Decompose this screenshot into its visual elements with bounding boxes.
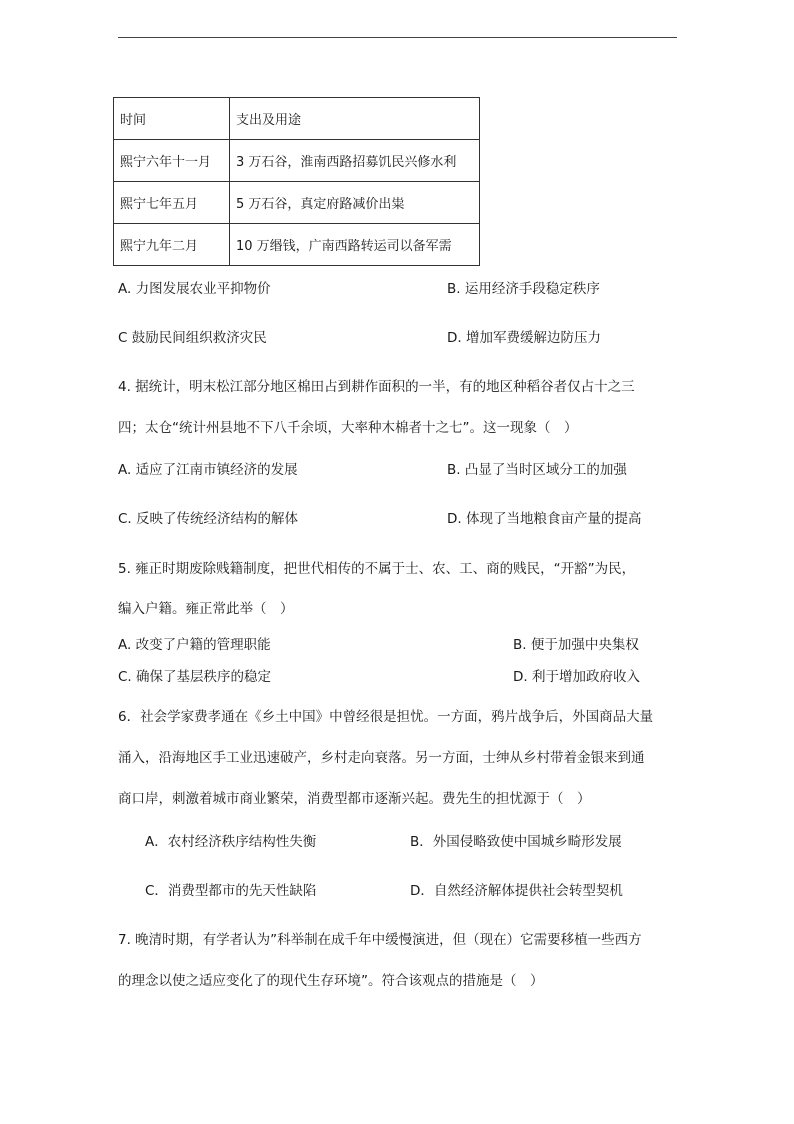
q5-stem-line-1: 5. 雍正时期废除贱籍制度，把世代相传的不属于士、农、工、商的贱民，“开豁”为民， [118, 561, 636, 577]
expense-table [113, 97, 480, 266]
q6-stem-line-1: 6．社会学家费孝通在《乡土中国》中曾经很是担忧。一方面，鸦片战争后，外国商品大量 [118, 709, 654, 725]
q6-option-b: B．外国侵略致使中国城乡畸形发展 [410, 834, 622, 850]
q5-option-b: B. 便于加强中央集权 [513, 637, 639, 653]
table-header-row [114, 98, 480, 140]
table-row [114, 224, 480, 266]
table-cell: 熙宁六年十一月 [114, 140, 230, 182]
q6-option-c: C．消费型都市的先天性缺陷 [145, 883, 317, 899]
q5-option-c: C. 确保了基层秩序的稳定 [118, 669, 272, 685]
q4-stem-line-1: 4. 据统计，明末松江部分地区棉田占到耕作面积的一半，有的地区种稻谷者仅占十之三 [118, 379, 635, 395]
q6-option-a: A．农村经济秩序结构性失衡 [145, 834, 317, 850]
table-cell: 3 万石谷，淮南西路招募饥民兴修水利 [230, 140, 480, 182]
q5-option-d: D. 利于增加政府收入 [513, 669, 640, 685]
q3-option-d: D. 增加军费缓解边防压力 [447, 330, 601, 346]
q3-option-a: A. 力图发展农业平抑物价 [118, 281, 271, 297]
q6-option-d: D．自然经济解体提供社会转型契机 [410, 883, 623, 899]
q4-option-a: A. 适应了江南市镇经济的发展 [118, 462, 298, 478]
q4-option-d: D. 体现了当地粮食亩产量的提高 [447, 511, 642, 527]
table-header-cell: 时间 [114, 98, 230, 140]
q3-option-c: C 鼓励民间组织救济灾民 [118, 330, 267, 346]
table-row [114, 140, 480, 182]
table-cell: 熙宁九年二月 [114, 224, 230, 266]
q6-stem-line-3: 商口岸，刺激着城市商业繁荣，消费型都市逐渐兴起。费先生的担忧源于（ ） [118, 791, 591, 807]
q4-option-b: B. 凸显了当时区域分工的加强 [447, 462, 627, 478]
q5-option-a: A. 改变了户籍的管理职能 [118, 637, 271, 653]
table-cell: 5 万石谷，真定府路减价出粜 [230, 182, 480, 224]
q6-stem-line-2: 涌入，沿海地区手工业迅速破产，乡村走向衰落。另一方面，士绅从乡村带着金银来到通 [118, 750, 645, 766]
header-rule [118, 37, 677, 38]
table-row [114, 182, 480, 224]
q7-stem-line-2: 的理念以使之适应变化了的现代生存环境”。符合该观点的措施是（ ） [118, 973, 544, 989]
q4-option-c: C. 反映了传统经济结构的解体 [118, 511, 299, 527]
q5-stem-line-2: 编入户籍。雍正常此举（ ） [118, 601, 294, 617]
q7-stem-line-1: 7. 晚清时期，有学者认为”科举制在成千年中缓慢演进，但（现在）它需要移植一些西方 [118, 932, 642, 948]
q4-stem-line-2: 四；太仓“统计州县地不下八千余顷，大率种木棉者十之七”。这一现象（ ） [118, 420, 578, 436]
q3-option-b: B. 运用经济手段稳定秩序 [447, 281, 600, 297]
table-header-cell: 支出及用途 [230, 98, 480, 140]
table-cell: 熙宁七年五月 [114, 182, 230, 224]
table-cell: 10 万缗钱，广南西路转运司以备军需 [230, 224, 480, 266]
